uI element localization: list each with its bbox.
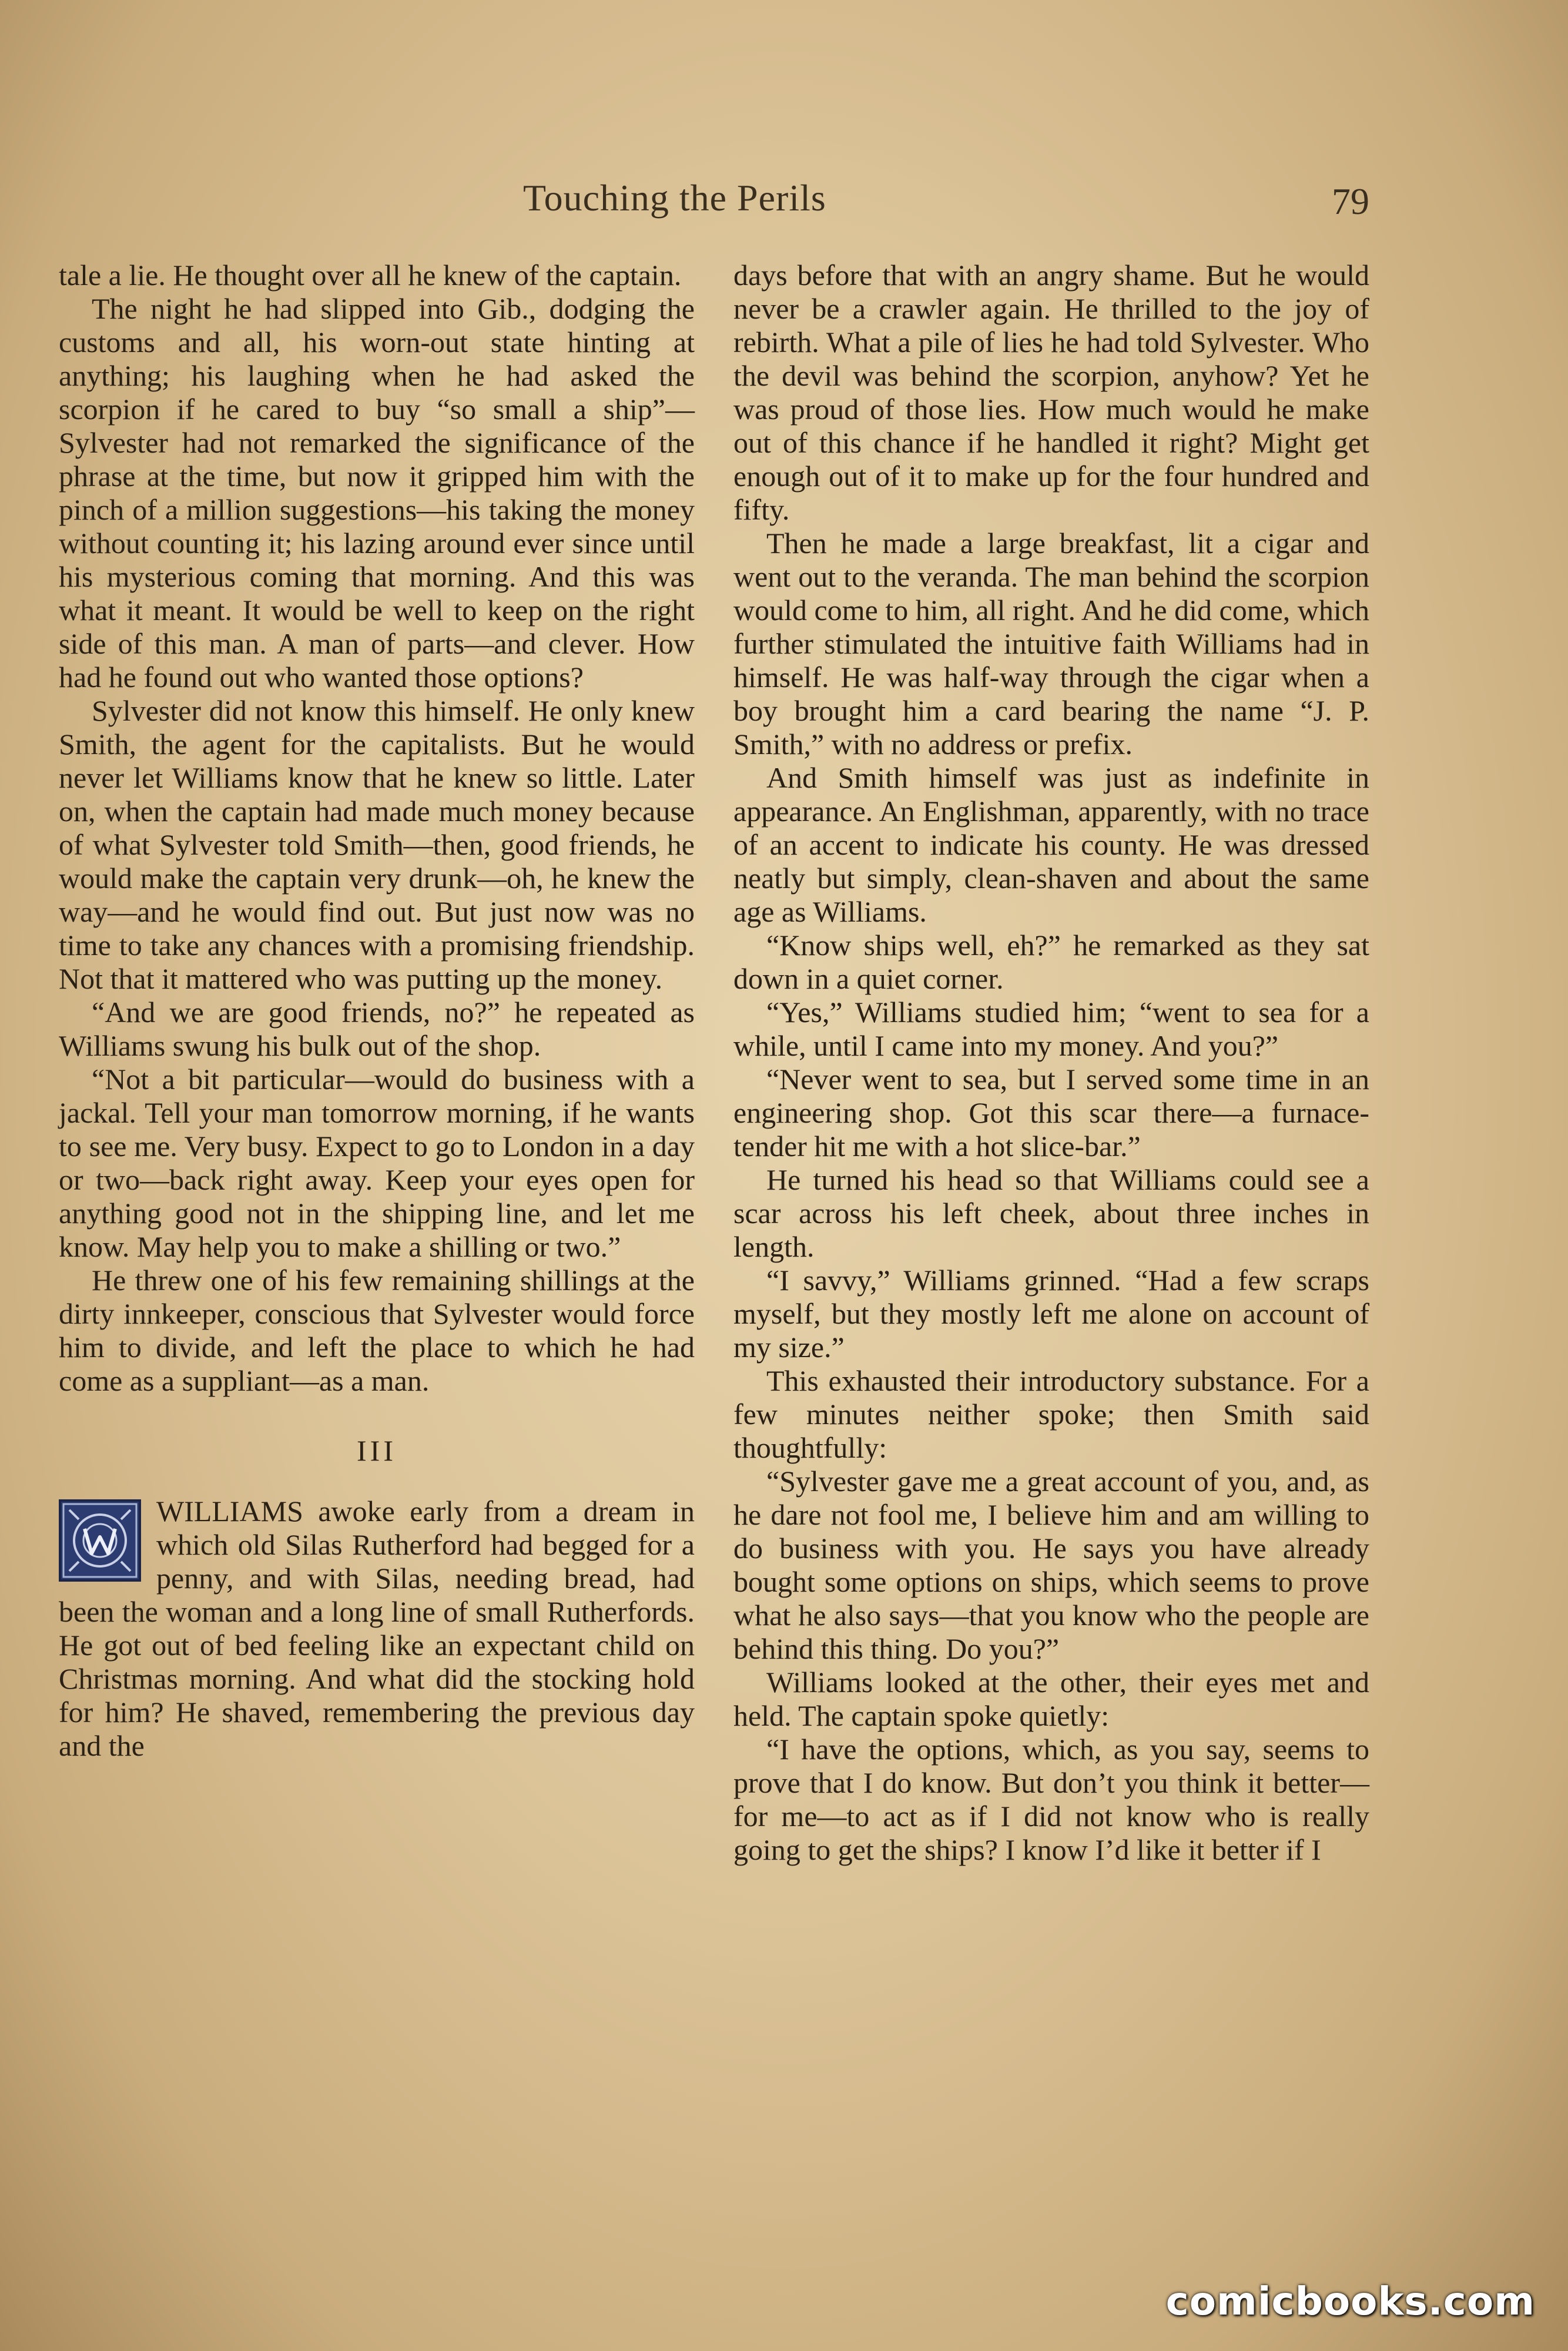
paragraph: Then he made a large breakfast, lit a cigar and went out to the veranda. The man behind the scorpion would come to him, all right. And he did come, which further stimulated the intuitive faith Williams had in himself. He was half-way through the cigar when a boy brought him a card bearing the name “J. P. Smith,” with no address or prefix. xyxy=(733,527,1369,761)
paragraph: “Sylvester gave me a great account of you, and, as he dare not fool me, I believe him and am willing to do business with you. He says you have already bought some options on ships, which seems to prove what he also says—that you know who the people are behind this thing. Do you?” xyxy=(733,1465,1369,1665)
section-heading: III xyxy=(357,1434,397,1467)
left-column xyxy=(59,259,695,1763)
paragraph: tale a lie. He thought over all he knew of the captain. xyxy=(59,259,682,292)
paragraph: And Smith himself was just as indefinite in appearance. An Englishman, apparently, with no trace of an accent to indicate his county. He was dressed neatly but simply, clean-shaven and about the same age as Williams. xyxy=(733,761,1369,928)
running-header xyxy=(59,176,1369,241)
paragraph: “Yes,” Williams studied him; “went to sea for a while, until I came into my money. And you?” xyxy=(733,996,1369,1062)
paragraph: He turned his head so that Williams could see a scar across his left cheek, about three inches in length. xyxy=(733,1163,1369,1263)
ornamental-initial-w-icon xyxy=(59,1499,141,1582)
paragraph: Williams looked at the other, their eyes met and held. The captain spoke quietly: xyxy=(733,1666,1369,1732)
paragraph: “I have the options, which, as you say, seems to prove that I do know. But don’t you think it better—for me—to act as if I did not know who is really going to get the ships? I know I’d like it better if I xyxy=(733,1733,1369,1866)
dropcap-paragraph-text: WILLIAMS awoke early from a dream in which old Silas Rutherford had begged for a penny, and with Silas, needing bread, had been the woman and a long line of small Rutherfords. He got out of bed feeling like an expectant child on Christmas morning. And what did the stocking hold for him? He shaved, remembering the previous day and the xyxy=(59,1495,695,1762)
paragraph: “Never went to sea, but I served some time in an engineering shop. Got this scar there—a furnace-tender hit me with a hot slice-bar.” xyxy=(733,1063,1369,1163)
paragraph: Sylvester did not know this himself. He only knew Smith, the agent for the capitalists. But he would never let Williams know that he knew so little. Later on, when the captain had made much money because of what Sylvester told Smith—then, good friends, he would make the captain very drunk—oh, he knew the way—and he would find out. But just now was no time to take any chances with a promising friendship. Not that it mattered who was putting up the money. xyxy=(59,694,695,995)
paragraph: He threw one of his few remaining shillings at the dirty innkeeper, conscious that Sylvester would force him to divide, and left the place to which he had come as a suppliant—as a man. xyxy=(59,1264,695,1397)
paragraph: “I savvy,” Williams grinned. “Had a few scraps myself, but they mostly left me alone on account of my size.” xyxy=(733,1264,1369,1364)
paragraph: The night he had slipped into Gib., dodging the customs and all, his worn-out state hinting at anything; his laughing when he had asked the scorpion if he cared to buy “so small a ship”—Sylvester had not remarked the significance of the phrase at the time, but now it gripped him with the pinch of a million suggestions—his taking the money without counting it; his lazing around ever since until his mysterious coming that morning. And this was what it meant. It would be well to keep on the right side of this man. A man of parts—and clever. How had he found out who wanted those options? xyxy=(59,292,695,694)
watermark: comicbooks.com xyxy=(1165,2279,1535,2324)
page-number: 79 xyxy=(1332,180,1369,222)
running-title: Touching the Perils xyxy=(523,177,826,219)
paragraph: days before that with an angry shame. But he would never be a crawler again. He thrilled to the joy of rebirth. What a pile of lies he had told Sylvester. Who the devil was behind the scorpion, anyhow? Yet he was proud of those lies. How much would he make out of this chance if he handled it right? Might get enough out of it to make up for the four hundred and fifty. xyxy=(733,259,1369,526)
right-column xyxy=(733,259,1369,1867)
paragraph: “Know ships well, eh?” he remarked as they sat down in a quiet corner. xyxy=(733,929,1369,995)
paragraph: “And we are good friends, no?” he repeated as Williams swung his bulk out of the shop. xyxy=(59,996,695,1062)
paragraph: “Not a bit particular—would do business with a jackal. Tell your man tomorrow morning, if he wants to see me. Very busy. Expect to go to London in a day or two—back right away. Keep your eyes open for anything good not in the shipping line, and let me know. May help you to make a shilling or two.” xyxy=(59,1063,695,1263)
dropcap-paragraph xyxy=(59,1495,695,1763)
paragraph: This exhausted their introductory substance. For a few minutes neither spoke; then Smith said thoughtfully: xyxy=(733,1364,1369,1464)
